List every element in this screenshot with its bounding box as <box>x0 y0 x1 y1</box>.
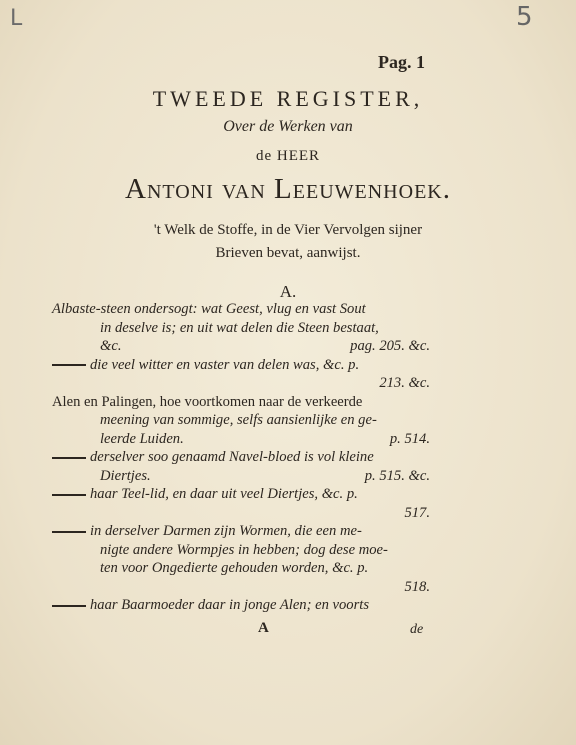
entry-line: haar Baarmoeder daar in jonge Alen; en voorts <box>52 596 430 615</box>
description-line-2: Brieven bevat, aanwijst. <box>215 245 361 261</box>
author-name: Antoni van Leeuwenhoek. <box>125 173 451 205</box>
catchword: de <box>410 622 424 637</box>
entry-line: in derselver Darmen zijn Wormen, die een me- <box>52 522 430 541</box>
signature-mark: A <box>258 620 269 636</box>
entry-line: 518. <box>404 578 430 595</box>
entry-line: ten voor Ongedierte gehouden worden, &c. p. <box>100 560 369 576</box>
entry-line: Albaste-steen ondersogt: wat Geest, vlug en vast Sout <box>52 301 366 317</box>
entry-line: derselver soo genaamd Navel-bloed is vol kleine <box>52 448 430 467</box>
index-entries <box>52 300 430 615</box>
entry-line: Alen en Palingen, hoe voortkomen naar de verkeerde <box>52 393 363 410</box>
entry-line: in deselve is; en uit wat delen die Steen bestaat, <box>100 319 379 336</box>
description-line-1: 't Welk de Stoffe, in de Vier Vervolgen sijner <box>153 222 423 238</box>
entry-line: leerde Luiden. p. 514. <box>100 430 430 447</box>
honorific: de HEER <box>255 148 321 164</box>
entry-line: 213. &c. <box>379 375 430 391</box>
register-subtitle: Over de Werken van <box>223 118 353 135</box>
section-letter: A. <box>279 282 297 301</box>
entry-line: die veel witter en vaster van delen was, &c. p. <box>52 356 430 375</box>
entry-line: 517. <box>404 504 430 521</box>
register-title: TWEEDE REGISTER, <box>152 86 424 111</box>
page-label: Pag. 1 <box>378 52 425 72</box>
folio-number: 5 <box>516 2 533 32</box>
entry-line: &c. pag. 205. &c. <box>100 338 430 354</box>
pencil-mark: L <box>10 6 23 31</box>
entry-line: haar Teel-lid, en daar uit veel Diertjes, &c. p. <box>52 485 430 504</box>
entry-line: Diertjes. p. 515. &c. <box>100 467 430 484</box>
entry-line: meening van sommige, selfs aansienlijke en ge- <box>100 412 377 428</box>
entry-line: nigte andere Wormpjes in hebben; dog dese moe- <box>100 541 388 558</box>
